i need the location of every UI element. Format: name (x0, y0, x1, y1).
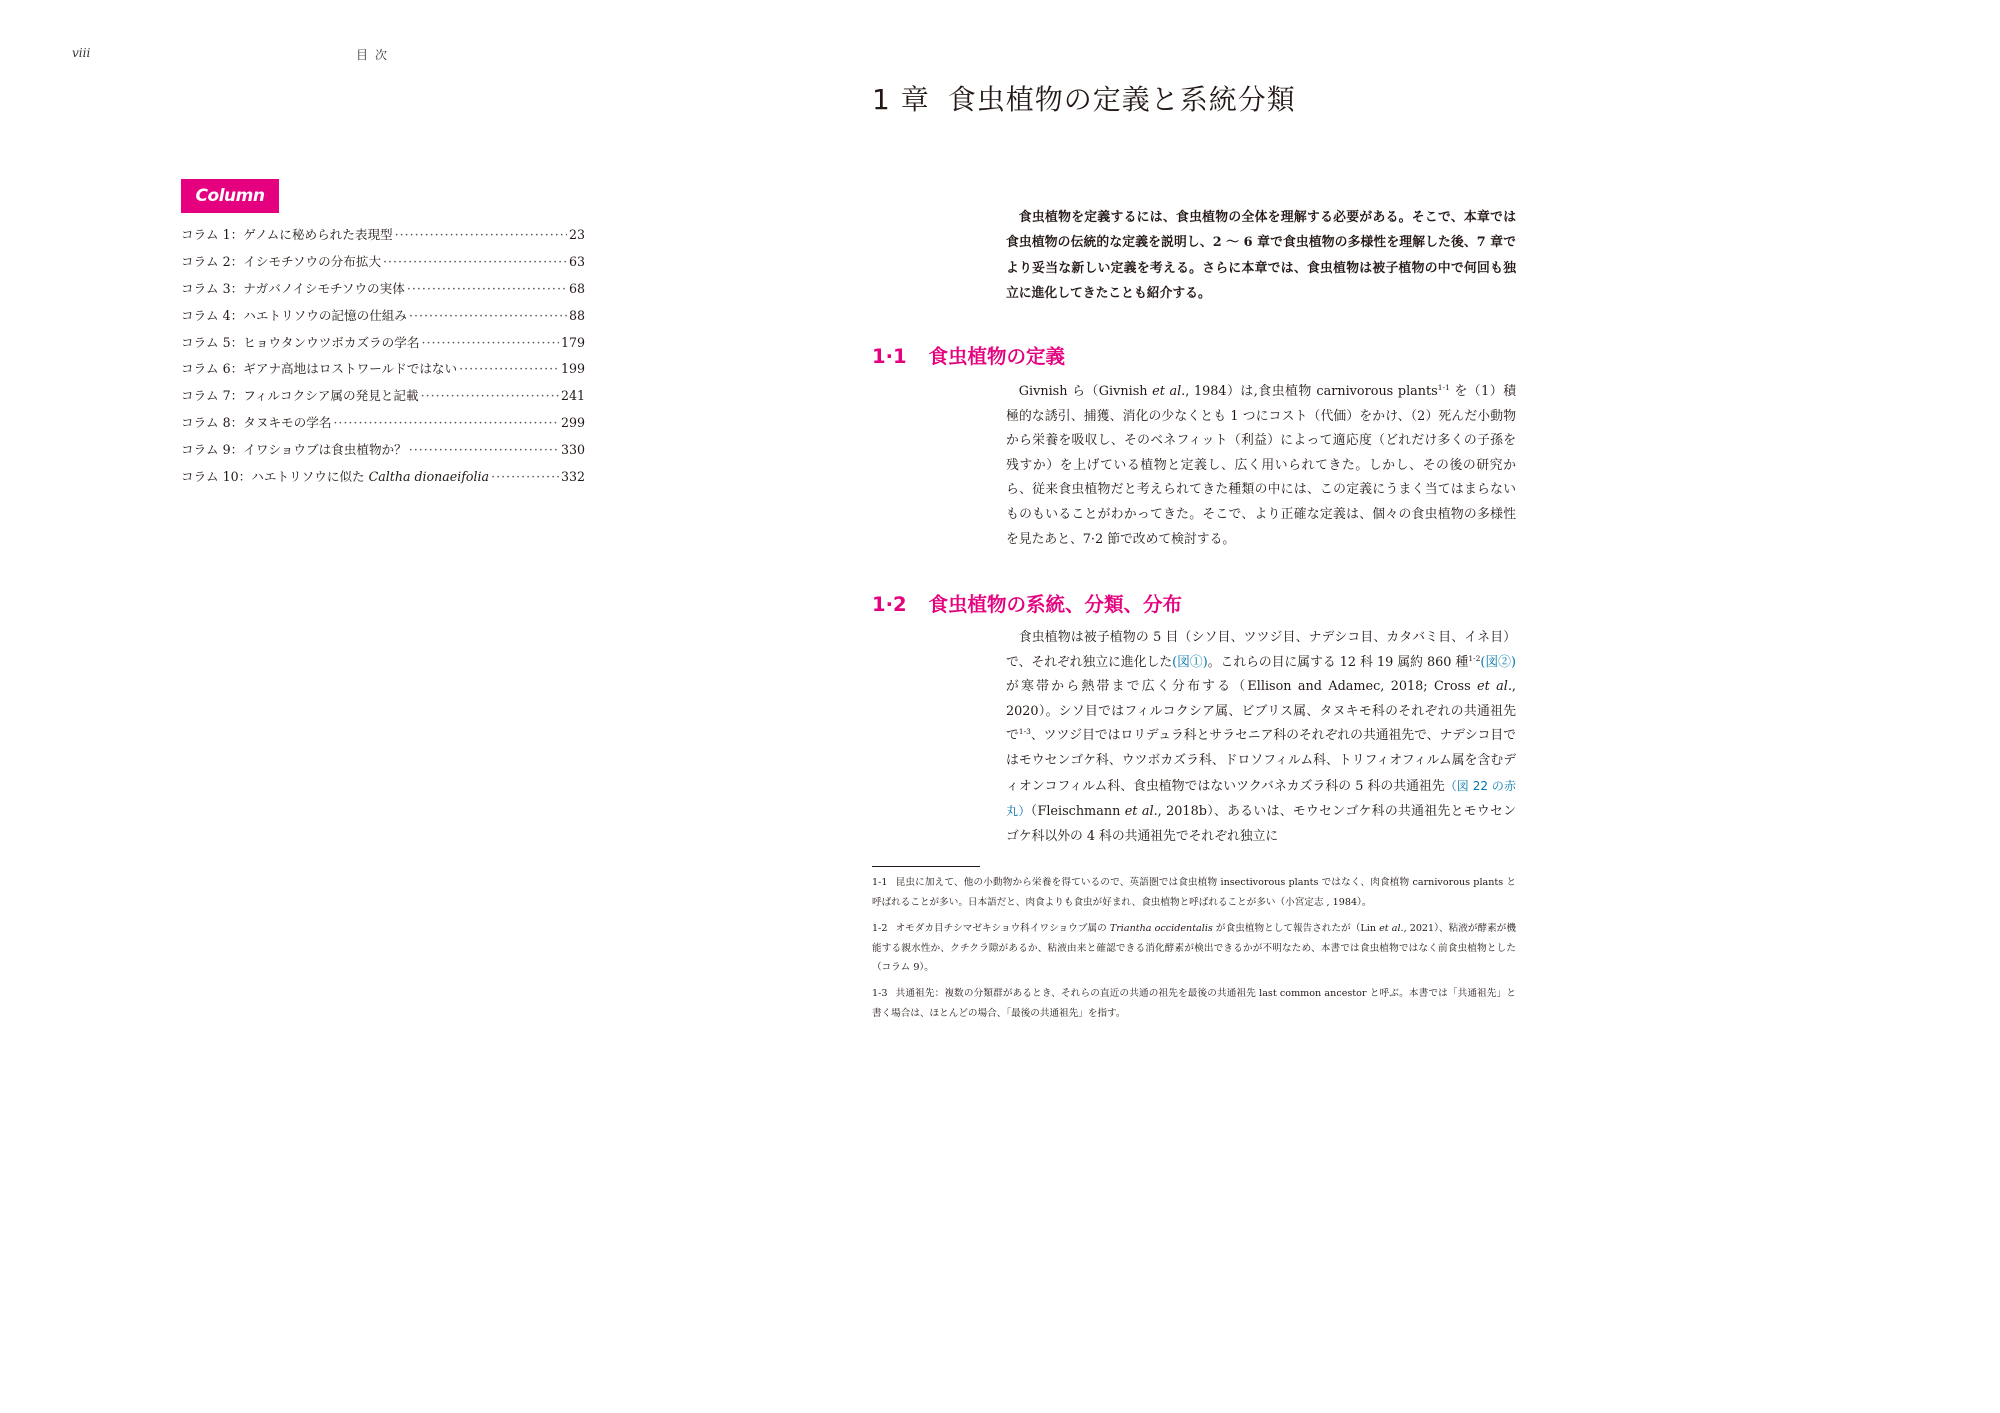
toc-entry-page: 299 (560, 415, 585, 431)
running-head: 目次 (356, 48, 395, 62)
footnote-text: 昆虫に加えて、他の小動物から栄養を得ているので、英語圏では食虫植物 insectivorous plants ではなく、肉食植物 carnivorous plants と呼ばれることが多い。日本語だと、肉食よりも食虫が好まれ、食虫植物と呼ばれることが多い（小宮定志 , 1984）。 (872, 877, 1516, 908)
toc-entry-label: コラム 9：イワショウブは食虫植物か？ (181, 442, 407, 458)
toc-leader-dots (409, 442, 559, 457)
toc-entry-page: 179 (560, 334, 585, 350)
toc-entry-page: 241 (560, 388, 585, 404)
toc-leader-dots (491, 469, 559, 484)
species-name-italic: Caltha dionaeifolia (368, 469, 490, 485)
toc-entry-label: コラム 1：ゲノムに秘められた表現型 (181, 227, 393, 242)
toc-entry[interactable] (181, 358, 585, 385)
footnote (872, 873, 1516, 912)
section-2-paragraph: 食虫植物は被子植物の 5 目（シソ目、ツツジ目、ナデシコ目、カタバミ目、イネ目）で、それぞれ独立に進化した(図①)。これらの目に属する 12 科 19 属約 860 種$^{1-2}$(図②) が寒帯から熱帯まで広く分布する（Ellison and Adamec, 2018; Cross et al., 2020）。シソ目ではフィルコクシア属、ビブリス属、タヌキモ科のそれぞれの共通祖先で$^{1-3}$、ツツジ目ではロリデュラ科とサラセニア科のそれぞれの共通祖先で、ナデシコ目ではモウセンゴケ科、ウツボカズラ科、ドロソフィルム科、トリフィオフィルム属を含むディオンコフィルム科、食虫植物ではないツクバネカズラ科の 5 科の共通祖先（図 22 の赤丸）（Fleischmann et al., 2018b）、あるいは、モウセンゴケ科の共通祖先とモウセンゴケ科以外の 4 科の共通祖先でそれぞれ独立に (1006, 630, 1517, 844)
section-number: 1·2 (872, 593, 907, 616)
section-title: 食虫植物の定義 (928, 345, 1066, 368)
toc-entry-label: コラム 3：ナガバノイシモチソウの実体 (181, 280, 405, 296)
section-1-paragraph: Givnish ら（Givnish et al., 1984）は,食虫植物 carnivorous plants$^{1-1}$ を（1）積極的な誘引、捕獲、消化の少なくとも 1 つにコスト（代価）をかけ、（2）死んだ小動物から栄養を吸収し、そのベネフィット（利益）によって適応度（どれだけ多くの子孫を残すか）を上げている植物と定義し、広く用いられてきた。しかし、その後の研究から、従来食虫植物だと考えられてきた種類の中には、この定義にうまく当てはまらないものもいることがわかってきた。そこで、より正確な定義は、個々の食虫植物の多様性を見たあと、7·2 節で改めて検討する。 (1006, 383, 1517, 547)
footnote-ref[interactable]: 1-3 (1018, 727, 1031, 737)
toc-entry-label: コラム 6：ギアナ高地はロストワールドではない (181, 361, 458, 377)
footnote-ref[interactable]: 1-1 (1437, 383, 1450, 392)
toc-entry-label: コラム 5：ヒョウタンウツボカズラの学名 (181, 334, 420, 350)
toc-entry-label: コラム 10：ハエトリソウに似た Caltha dionaeifolia (181, 469, 490, 485)
toc-leader-dots (421, 388, 559, 403)
toc-entry-label: コラム 2：イシモチソウの分布拡大 (181, 253, 382, 269)
toc-entry-label: コラム 4：ハエトリソウの記憶の仕組み (181, 307, 407, 323)
chapter-intro: 食虫植物を定義するには、食虫植物の全体を理解する必要がある。そこで、本章では食虫植物の伝統的な定義を説明し、2 ～ 6 章で食虫植物の多様性を理解した後、7 章でより妥当な新しい定義を考える。さらに本章では、食虫植物は被子植物の中で何回も独立に進化してきたことも紹介する。 (1006, 210, 1516, 301)
footnote-rule (872, 866, 980, 867)
toc-entry[interactable] (181, 412, 585, 439)
column-badge: Column (181, 179, 279, 213)
figure-link[interactable]: (図①) (1172, 654, 1208, 670)
toc-entry-page: 23 (568, 227, 585, 242)
toc-leader-dots (383, 254, 567, 269)
toc-entry-page: 330 (560, 442, 585, 458)
figure-link[interactable]: （図 22 の赤丸） (1006, 778, 1516, 819)
section-heading (872, 341, 1065, 369)
footnote (872, 919, 1516, 978)
toc-entry[interactable] (181, 251, 585, 278)
section-number: 1·1 (872, 345, 907, 368)
figure-link[interactable]: (図②) (1480, 654, 1516, 670)
toc-entry-page: 199 (560, 361, 585, 377)
toc-entry[interactable] (181, 224, 585, 251)
toc-entry-label: コラム 7：フィルコクシア属の発見と記載 (181, 388, 419, 404)
footnote-number: 1-1 (872, 877, 888, 888)
toc-entry-page: 88 (568, 307, 585, 323)
toc-leader-dots (421, 335, 559, 350)
footnote-text: オモダカ目チシマゼキショウ科イワショウブ属の Triantha occidentalis が食虫植物として報告されたが（Lin et al., 2021）、粘液が酵素が機能する親水性か、クチクラ隙があるか、粘液由来と確認できる消化酵素が検出できるかが不明なため、本書では食虫植物ではなく前食虫植物とした（コラム 9）。 (872, 923, 1517, 974)
toc-entry[interactable] (181, 466, 585, 493)
toc-leader-dots (409, 308, 567, 323)
section-heading (872, 589, 1182, 617)
toc-entry[interactable] (181, 332, 585, 359)
toc-entry[interactable] (181, 305, 585, 332)
toc-entry-page: 332 (560, 469, 585, 485)
chapter-title (872, 78, 1296, 118)
footnote-number: 1-3 (872, 988, 888, 999)
toc-entry[interactable] (181, 278, 585, 305)
footnote-text: 共通祖先：複数の分類群があるとき、それらの直近の共通の祖先を最後の共通祖先 last common ancestor と呼ぶ。本書では「共通祖先」と書く場合は、ほとんどの場合、「最後の共通祖先」を指す。 (872, 988, 1516, 1019)
toc-entry-page: 68 (568, 280, 585, 296)
toc-leader-dots (459, 361, 559, 376)
toc-entry-page: 63 (568, 253, 585, 269)
column-toc-list (181, 224, 585, 493)
footnote-number: 1-2 (872, 923, 888, 934)
chapter-number: 1 章 (872, 83, 930, 116)
toc-leader-dots (395, 227, 567, 242)
toc-entry[interactable] (181, 385, 585, 412)
toc-leader-dots (333, 415, 559, 430)
toc-entry-label: コラム 8：タヌキモの学名 (181, 415, 332, 431)
page-number: viii (72, 46, 91, 60)
footnote-ref[interactable]: 1-2 (1468, 653, 1481, 663)
section-title: 食虫植物の系統、分類、分布 (928, 593, 1183, 616)
toc-entry[interactable] (181, 439, 585, 466)
toc-leader-dots (407, 281, 567, 296)
footnote (872, 984, 1516, 1023)
chapter-title-text: 食虫植物の定義と系統分類 (947, 83, 1296, 116)
